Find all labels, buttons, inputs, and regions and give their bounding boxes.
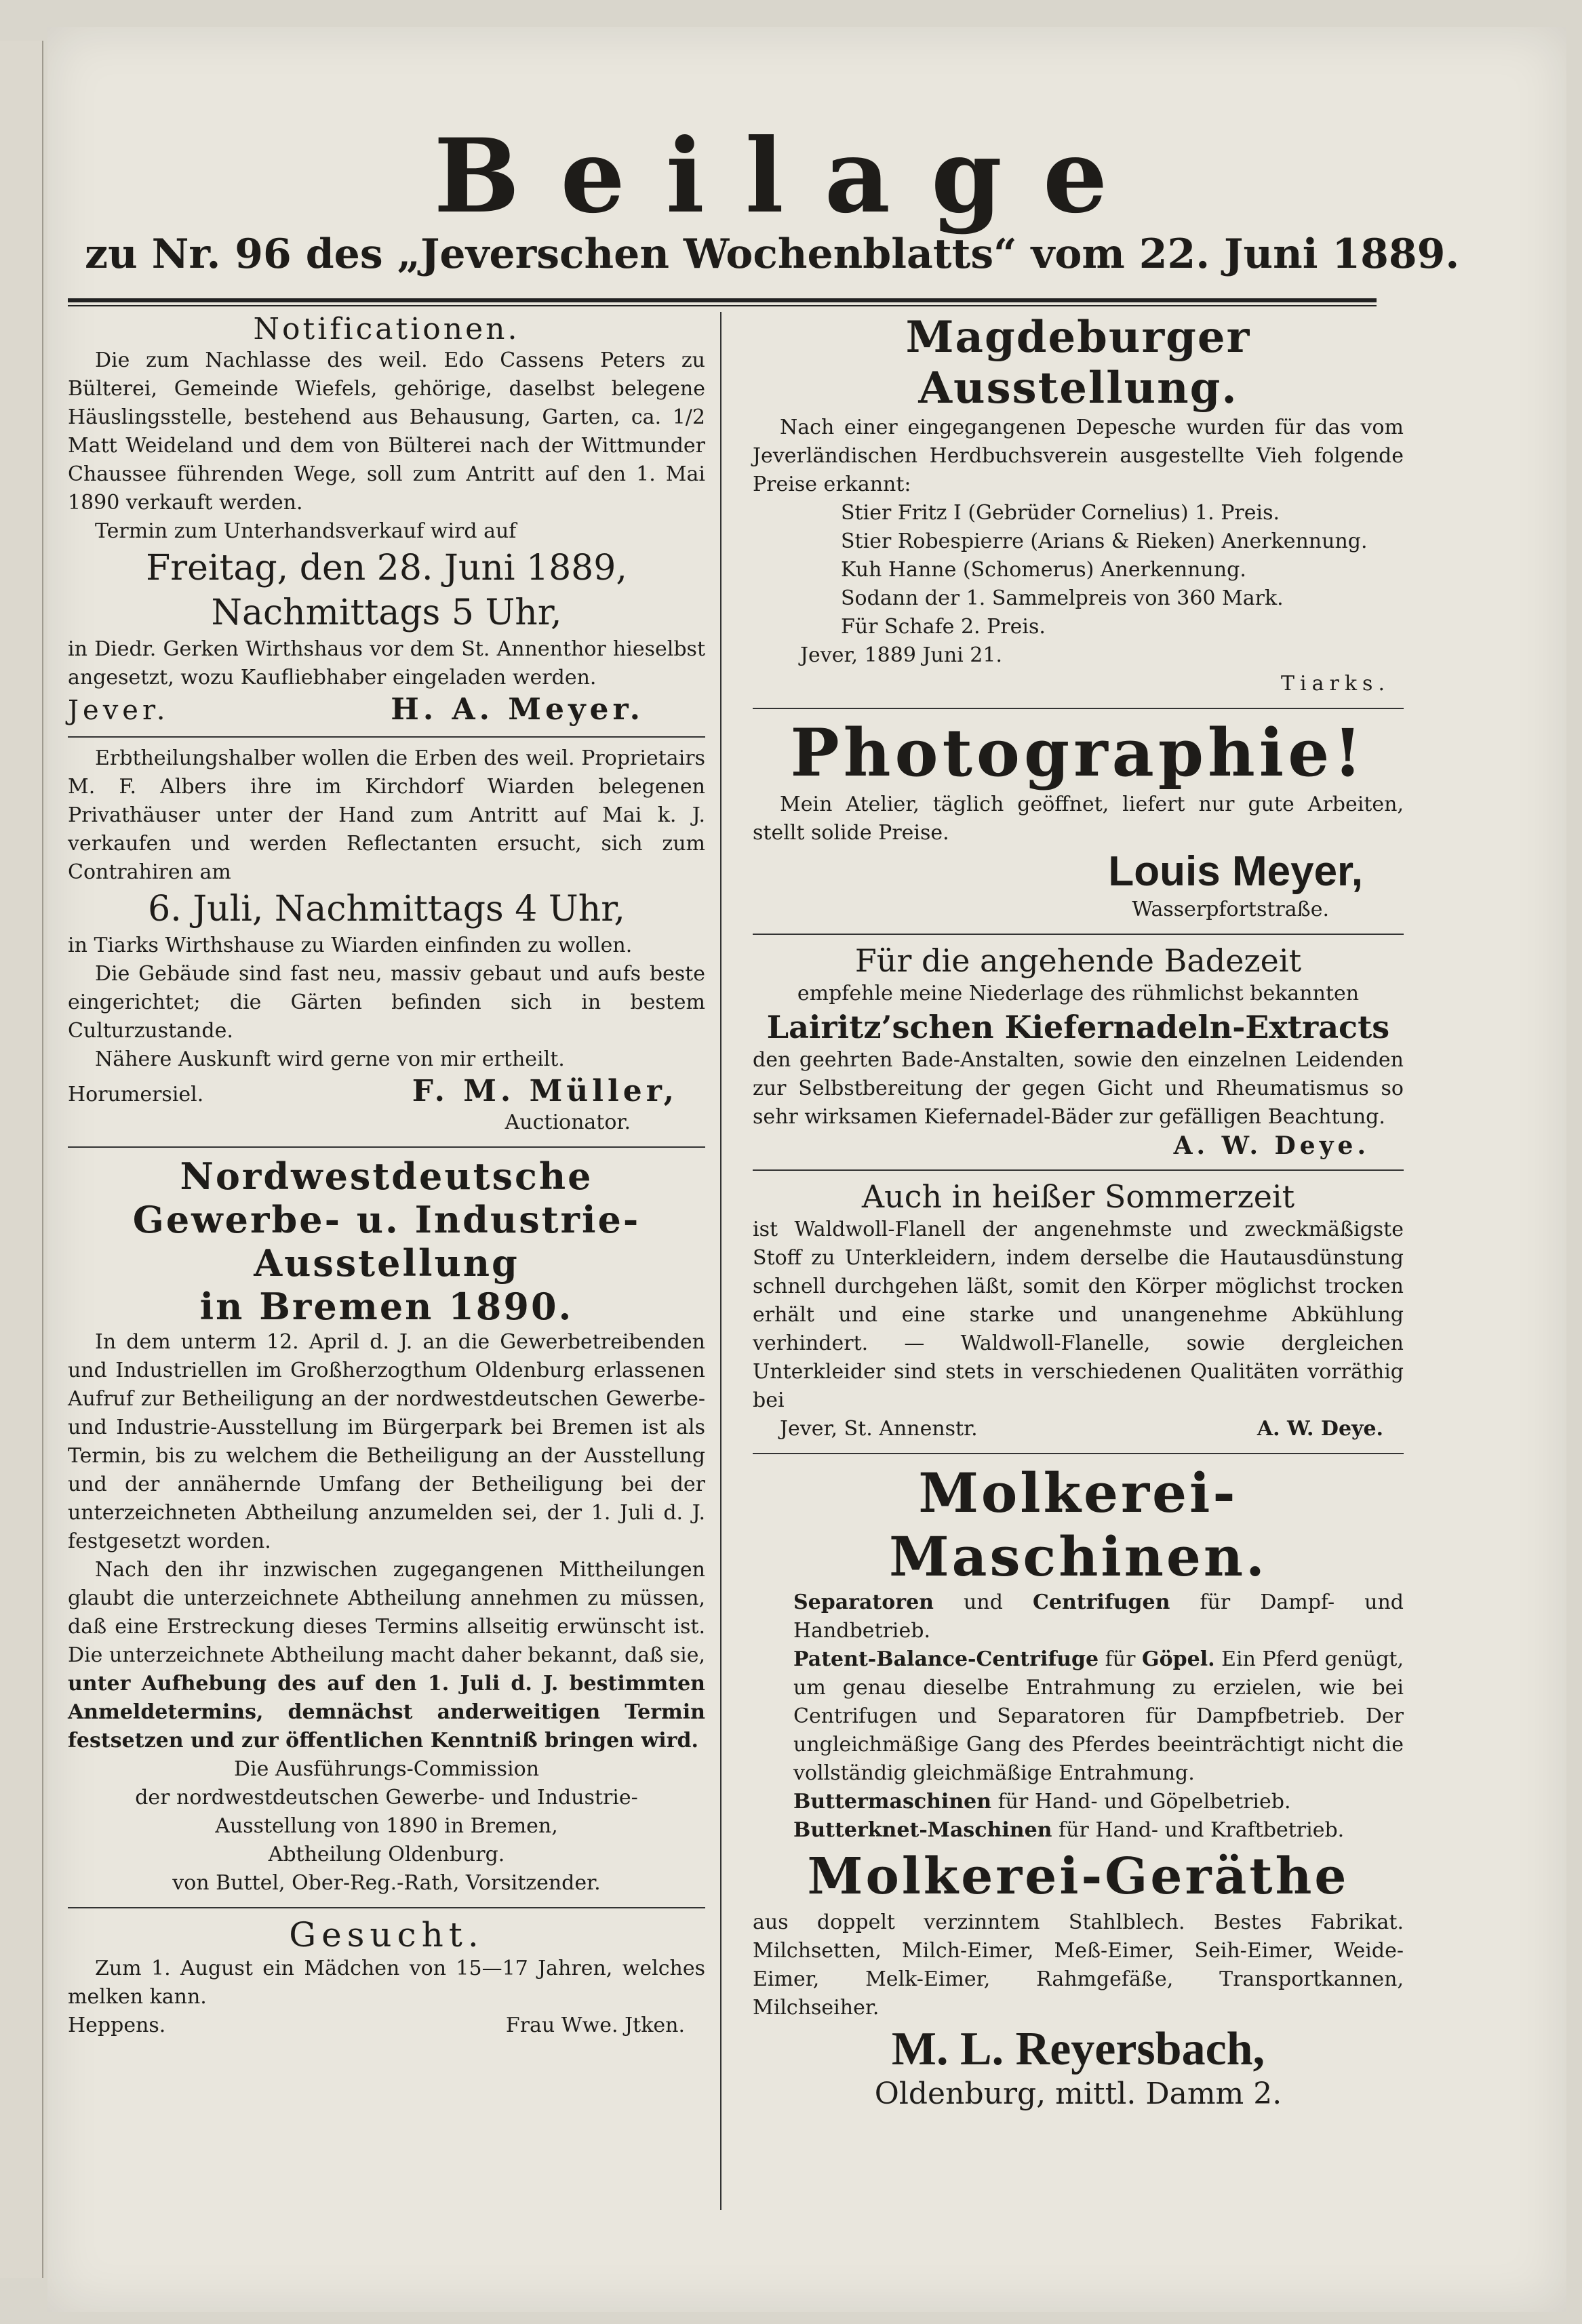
right-column [753,305,1404,2121]
albers-signer: F. M. Müller, [412,1074,678,1108]
magdeburg-prize-1: Stier Fritz I (Gebrüder Cornelius) 1. Preis. [841,501,1280,525]
molkerei-ad [753,1454,1404,2121]
notification-date: Freitag, den 28. Juni 1889, [146,548,627,588]
molkerei-centrifugen: Centrifugen [1032,1590,1170,1614]
molkerei-goepel: Göpel. [1142,1647,1215,1671]
photography-title: Photographie! [790,715,1366,791]
notification-title: Notificationen. [253,312,520,346]
albers-role: Auctionator. [505,1110,631,1134]
masthead-subtitle: zu Nr. 96 des „Jeverschen Wochenblatts“ vom 22. Juni 1889. [85,231,1460,278]
magdeburg-prize-2: Stier Robespierre (Arians & Rieken) Anerkennung. [841,529,1368,553]
notification-signature [68,692,705,727]
bremen-sig-1: Die Ausführungs-Commission [233,1757,540,1781]
molkerei-line-2 [753,1645,1404,1788]
bremen-sig-2: der nordwestdeutschen Gewerbe- und Industrie- [135,1786,638,1809]
albers-signature [68,1074,705,1108]
summer-signature [753,1415,1404,1443]
bremen-text-2b: unter Aufhebung des auf den 1. Juli d. J. bestimmten Anmeldetermins, demnächst anderweitigen Termin festsetzen und zur öffentlichen Kenntniß bringen wird. [68,1672,705,1752]
notification-location: in Diedr. Gerken Wirthshaus vor dem St. Annenthor hieselbst angesetzt, wozu Kaufliebhaber eingeladen werden. [68,637,705,689]
magdeburg-date: Jever, 1889 Juni 21. [800,643,1002,667]
bremen-sig-4: Abtheilung Oldenburg. [268,1843,505,1866]
summer-text: ist Waldwoll-Flanell der angenehmste und zweckmäßigste Stoff zu Unterkleidern, indem derselbe die Hautausdünstung schnell durchgehen läßt, somit den Körper möglichst trocken erhält und eine starke und unangenehme Abkühlung verhindert. — Waldwoll-Flanelle, sowie dergleichen Unterkleider sind stets in verschiedenen Qualitäten vorräthig bei [753,1218,1404,1412]
bremen-exhibition-ad [68,1148,705,1908]
molkerei-und: und [933,1590,1033,1614]
badezeit-title: Für die angehende Badezeit [854,942,1302,979]
summer-title: Auch in heißer Sommerzeit [861,1178,1295,1215]
molkerei-title: Molkerei-Maschinen. [889,1461,1267,1588]
albers-place: Horumersiel. [68,1083,204,1106]
albers-info: Nähere Auskunft wird gerne von mir ertheilt. [95,1047,565,1071]
notification-time: Nachmittags 5 Uhr, [211,593,562,633]
molkerei-line-3 [753,1788,1404,1816]
molkerei-pferd: Ein Pferd genügt, um genau dieselbe Entrahmung zu erzielen, wie bei Centrifugen und Separatoren für Dampfbetrieb. Der ungleichmäßige Gang des Pferdes beeinträchtigt nicht die vollständig gleichmäßige Entrahmung. [793,1647,1404,1785]
bremen-text-2 [68,1556,705,1755]
molkerei-firm: M. L. Reyersbach, [891,2023,1265,2075]
gesucht-place: Heppens. [68,2014,166,2037]
magdeburg-ad [753,305,1404,709]
badezeit-text: den geehrten Bade-Anstalten, sowie den einzelnen Leidenden zur Selbstbereitung der gegen Gicht und Rheumatismus so sehr wirksamen Kiefernadel-Bäder zur gefälligen Beachtung. [753,1048,1404,1129]
molkerei-line-4 [753,1816,1404,1845]
badezeit-product: Lairitz’schen Kiefernadeln-Extracts [766,1009,1390,1045]
masthead-rule [68,298,1377,302]
badezeit-intro: empfehle meine Niederlage des rühmlichst bekannten [797,982,1360,1005]
notification-place: Jever. [68,695,170,726]
molkerei-geraethe-text: aus doppelt verzinntem Stahlblech. Bestes Fabrikat. Milchsetten, Milch-Eimer, Meß-Eimer, Seih-Eimer, Weide-Eimer, Melk-Eimer, Rahmgefäße, Transportkannen, Milchseiher. [753,1910,1404,2020]
summer-signer: A. W. Deye. [1257,1417,1383,1441]
gesucht-title: Gesucht. [289,1915,484,1955]
magdeburg-prize-3: Kuh Hanne (Schomerus) Anerkennung. [841,558,1246,582]
molkerei-patent: Patent-Balance-Centrifuge [793,1647,1099,1671]
badezeit-ad [753,935,1404,1171]
bremen-text-1: In dem unterm 12. April d. J. an die Gewerbetreibenden und Industriellen im Großherzogthum Oldenburg erlassenen Aufruf zur Betheiligung an der nordwestdeutschen Gewerbe- und Industrie-Ausstellung im Bürgerpark bei Bremen ist als Termin, bis zu welchem die Betheiligung an der Ausstellung und der annähernde Umfang der Betheiligung bei der unterzeichneten Abtheilung anzumelden sei, der 1. Juli d. J. festgesetzt worden. [68,1330,705,1553]
molkerei-fuer: für [1099,1647,1142,1671]
previous-page-edge [0,41,43,2278]
bremen-text-2a: Nach den ihr inzwischen zugegangenen Mittheilungen glaubt die unterzeichnete Abtheilung annehmen zu müssen, daß eine Erstreckung dieses Termins allseitig erwünscht ist. Die unterzeichnete Abtheilung macht daher bekannt, daß sie, [68,1558,705,1667]
magdeburg-title: Magdeburger Ausstellung. [905,312,1251,414]
photography-name: Louis Meyer, [1108,848,1363,895]
albers-buildings: Die Gebäude sind fast neu, massiv gebaut und aufs beste eingerichtet; die Gärten befinden sich in bestem Culturzustande. [68,962,705,1043]
magdeburg-signer: Tiarks. [1281,672,1390,696]
gesucht-signature [68,2011,705,2040]
summer-ad [753,1171,1404,1454]
gesucht-text: Zum 1. August ein Mädchen von 15—17 Jahren, welches melken kann. [68,1957,705,2009]
magdeburg-prize-5: Für Schafe 2. Preis. [841,615,1046,639]
bremen-sig-5: von Buttel, Ober-Reg.-Rath, Vorsitzender. [172,1871,601,1895]
masthead-title: Beilage [433,117,1149,236]
molkerei-butter: Buttermaschinen [793,1790,992,1814]
molkerei-butterknet: Butterknet-Maschinen [793,1818,1052,1842]
gesucht-signer: Frau Wwe. Jtken. [505,2014,685,2037]
notification-text: Die zum Nachlasse des weil. Edo Cassens Peters zu Bülterei, Gemeinde Wiefels, gehörige, daselbst belegene Häuslingsstelle, bestehend aus Behausung, Garten, ca. 1/2 Matt Weideland und dem von Bülterei nach der Wittmunder Chaussee führenden Wege, soll zum Antritt auf den 1. Mai 1890 verkauft werden. [68,348,705,515]
molkerei-geraethe-title: Molkerei-Geräthe [807,1847,1349,1906]
summer-place: Jever, St. Annenstr. [780,1417,978,1441]
molkerei-line-1 [753,1588,1404,1645]
column-divider [720,312,721,2210]
molkerei-address: Oldenburg, mittl. Damm 2. [874,2077,1282,2111]
notification-ad [68,305,705,738]
magdeburg-prize-4: Sodann der 1. Sammelpreis von 360 Mark. [841,586,1284,610]
photography-ad [753,709,1404,935]
left-column [68,305,705,2049]
bremen-title-2: Gewerbe- u. Industrie-Ausstellung [132,1198,641,1285]
albers-ad [68,738,705,1148]
notification-signer: H. A. Meyer. [391,692,644,727]
albers-date: 6. Juli, Nachmittags 4 Uhr, [148,889,625,929]
notification-term: Termin zum Unterhandsverkauf wird auf [95,519,517,543]
molkerei-butterknet-text: für Hand- und Kraftbetrieb. [1052,1818,1345,1842]
albers-place-text: in Tiarks Wirthshause zu Wiarden einfinden zu wollen. [68,934,633,957]
bremen-sig-3: Ausstellung von 1890 in Bremen, [215,1814,558,1838]
albers-text: Erbtheilungshalber wollen die Erben des weil. Proprietairs M. F. Albers ihre im Kirchdorf Wiarden belegenen Privathäuser unter der Hand zum Antritt auf Mai k. J. verkaufen und werden Reflectanten ersucht, sich zum Contrahiren am [68,746,705,884]
photography-street: Wasserpfortstraße. [1132,898,1329,921]
molkerei-dampf: für Dampf- und Handbetrieb. [793,1590,1404,1643]
magdeburg-text: Nach einer eingegangenen Depesche wurden für das vom Jeverländischen Herdbuchsverein ausgestellte Vieh folgende Preise erkannt: [753,416,1404,496]
bremen-title-3: in Bremen 1890. [199,1285,574,1328]
bremen-title-1: Nordwestdeutsche [180,1155,593,1198]
badezeit-signer: A. W. Deye. [1173,1131,1370,1160]
gesucht-ad [68,1908,705,2049]
molkerei-separatoren: Separatoren [793,1590,934,1614]
photography-text: Mein Atelier, täglich geöffnet, liefert nur gute Arbeiten, stellt solide Preise. [753,793,1404,845]
molkerei-butter-text: für Hand- und Göpelbetrieb. [991,1790,1291,1814]
